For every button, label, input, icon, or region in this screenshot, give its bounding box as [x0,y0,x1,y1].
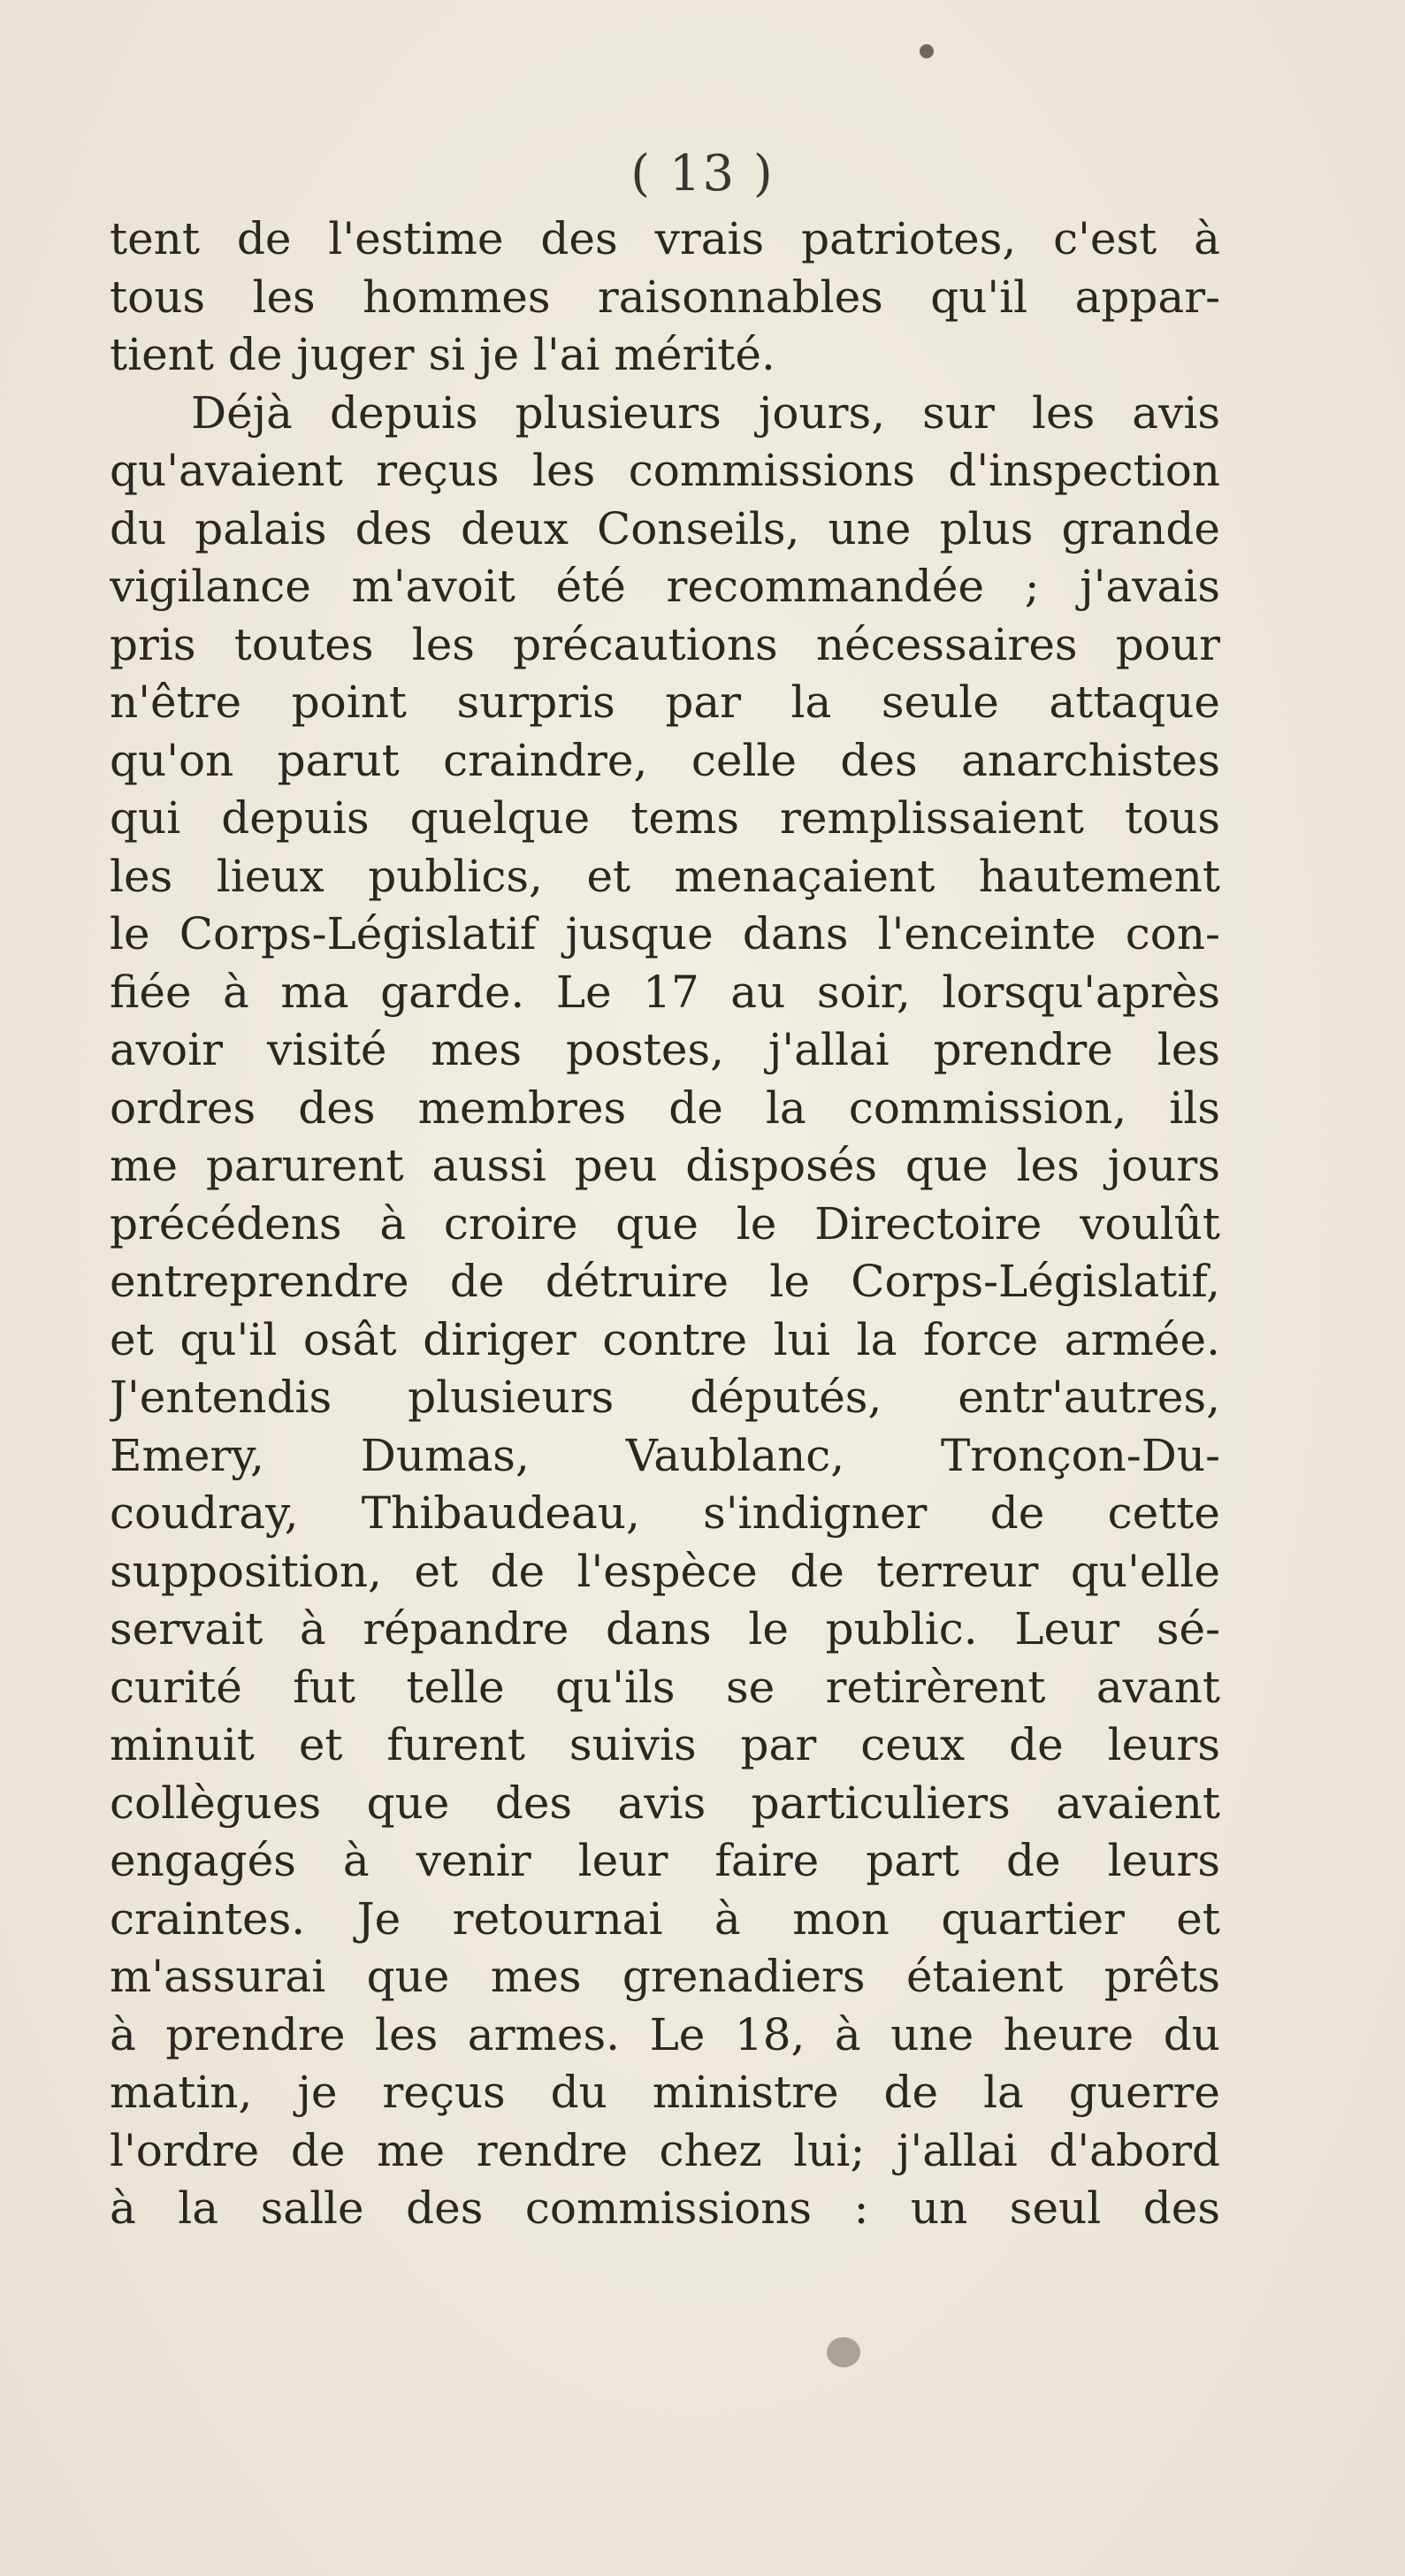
text-line: à la salle des commissions : un seul des [110,2182,1220,2234]
text-line: curité fut telle qu'ils se retirèrent avant [110,1661,1220,1713]
text-line: collègues que des avis particuliers avaient [110,1777,1220,1829]
body-text [110,210,1220,2238]
text-line: pris toutes les précautions nécessaires pour [110,618,1220,670]
text-line: et qu'il osât diriger contre lui la force armée. [110,1313,1220,1365]
text-line: Emery, Dumas, Vaublanc, Tronçon-Du- [110,1429,1220,1481]
text-line: du palais des deux Conseils, une plus grande [110,502,1220,554]
text-line: qui depuis quelque tems remplissaient tous [110,792,1220,844]
text-line: qu'on parut craindre, celle des anarchistes [110,734,1220,786]
text-line: minuit et furent suivis par ceux de leurs [110,1719,1220,1770]
text-line: Déjà depuis plusieurs jours, sur les avis [191,386,1220,439]
text-line: vigilance m'avoit été recommandée ; j'avais [110,561,1220,612]
text-line: coudray, Thibaudeau, s'indigner de cette [110,1487,1220,1539]
text-line: le Corps-Législatif jusque dans l'enceinte con- [110,908,1220,959]
text-line: me parurent aussi peu disposés que les jours [110,1140,1220,1191]
ink-blot [827,2337,860,2367]
page-number: ( 13 ) [630,145,775,203]
text-line: n'être point surpris par la seule attaque [110,676,1220,728]
text-line: à prendre les armes. Le 18, à une heure du [110,2008,1220,2060]
text-line: craintes. Je retournai à mon quartier et [110,1892,1220,1945]
text-line: fiée à ma garde. Le 17 au soir, lorsqu'après [110,966,1220,1018]
ink-speck [920,44,934,58]
text-line: matin, je reçus du ministre de la guerre [110,2067,1220,2118]
text-line: engagés à venir leur faire part de leurs [110,1835,1220,1886]
text-line: supposition, et de l'espèce de terreur qu'elle [110,1545,1220,1597]
text-line: tient de juger si je l'ai mérité. [110,329,775,380]
text-line: qu'avaient reçus les commissions d'inspection [110,445,1220,496]
text-line: tent de l'estime des vrais patriotes, c'est à [110,213,1220,264]
text-line: m'assurai que mes grenadiers étaient prêts [110,1951,1220,2002]
text-line: ordres des membres de la commission, ils [110,1082,1220,1134]
text-line: tous les hommes raisonnables qu'il appar- [110,271,1220,323]
text-line: entreprendre de détruire le Corps-Législatif, [110,1256,1220,1307]
text-line: servait à répandre dans le public. Leur sé- [110,1603,1220,1655]
text-line: les lieux publics, et menaçaient hautement [110,850,1220,902]
text-line: l'ordre de me rendre chez lui; j'allai d'abord [110,2124,1220,2176]
text-line: J'entendis plusieurs députés, entr'autres, [110,1372,1220,1423]
text-line: précédens à croire que le Directoire voulût [110,1197,1220,1250]
text-line: avoir visité mes postes, j'allai prendre les [110,1024,1220,1075]
